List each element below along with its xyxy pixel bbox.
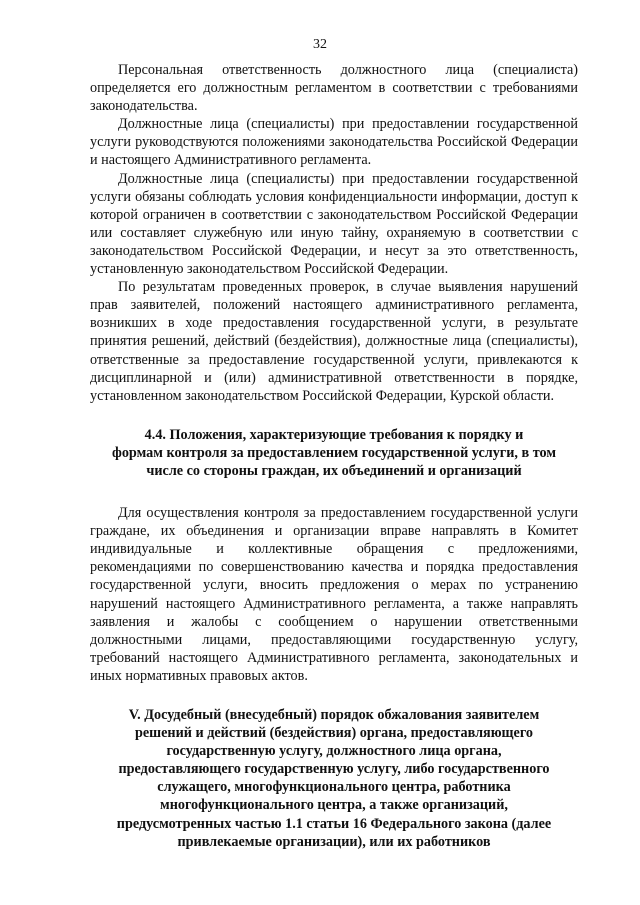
heading-line: V. Досудебный (внесудебный) порядок обжалования заявителем <box>128 707 540 723</box>
section-5-heading <box>90 706 578 851</box>
paragraph-inspection-results: По результатам проведенных проверок, в случае выявления нарушений прав заявителей, положений настоящего административного регламента, возникших в ходе предоставления государственной услуги, в результате принятия решений, действий (бездействия), должностные лица (специалисты), ответственные за предоставление государственной услуги, привлекаются к дисциплинарной и (или) административной ответственности в порядке, установленном законодательством Российской Федерации, Курской области. <box>90 279 578 404</box>
heading-line: предусмотренных частью 1.1 статьи 16 Федерального закона (далее <box>116 815 552 832</box>
section-4-4-heading <box>90 426 578 480</box>
heading-line: предоставляющего государственную услугу, либо государственного <box>118 761 550 778</box>
heading-line: многофункционального центра, а также организаций, <box>160 797 508 814</box>
heading-line: числе со стороны граждан, их объединений и организаций <box>146 462 522 479</box>
heading-line: служащего, многофункционального центра, работника <box>157 779 511 796</box>
paragraph-confidentiality: Должностные лица (специалисты) при предоставлении государственной услуги обязаны соблюдать условия конфиденциальности информации, доступ к которой ограничен в соответствии с законодательством Российской Федерации или составляет служебную или иную тайну, охраняемую в соответствии с законодательством Российской Федерации, и несут за это ответственность, установленную законодательством Российской Федерации. <box>90 170 578 278</box>
spacer <box>90 685 578 706</box>
spacer <box>90 480 578 504</box>
paragraph-citizen-control: Для осуществления контроля за предоставлением государственной услуги граждане, их объединения и организации вправе направлять в Комитет индивидуальные и коллективные обращения с предложениями, рекомендациями по совершенствованию качества и порядка предоставления государственной услуги, вносить предложения о мерах по устранению нарушений настоящего Административного регламента, а также направлять заявления и жалобы с сообщением о нарушении ответственными должностными лицами, предоставляющими государственную услугу, требований настоящего Административного регламента, законодательных и иных нормативных правовых актов. <box>90 505 578 684</box>
spacer <box>90 405 578 426</box>
heading-line: формам контроля за предоставлением государственной услуги, в том <box>112 444 556 461</box>
document-body <box>90 61 578 851</box>
heading-line: привлекаемые организации), или их работников <box>177 833 491 850</box>
heading-line: 4.4. Положения, характеризующие требования к порядку и <box>144 426 524 443</box>
heading-line: государственную услугу, должностного лица органа, <box>166 743 502 760</box>
paragraph-officials-guided: Должностные лица (специалисты) при предоставлении государственной услуги руководствуются положениями законодательства Российской Федерации и настоящего Административного регламента. <box>90 116 578 169</box>
page-number: 32 <box>313 37 327 52</box>
heading-line: решений и действий (бездействия) органа, предоставляющего <box>134 725 534 742</box>
paragraph-personal-responsibility: Персональная ответственность должностного лица (специалиста) определяется его должностным регламентом в соответствии с требованиями законодательства. <box>90 62 578 115</box>
